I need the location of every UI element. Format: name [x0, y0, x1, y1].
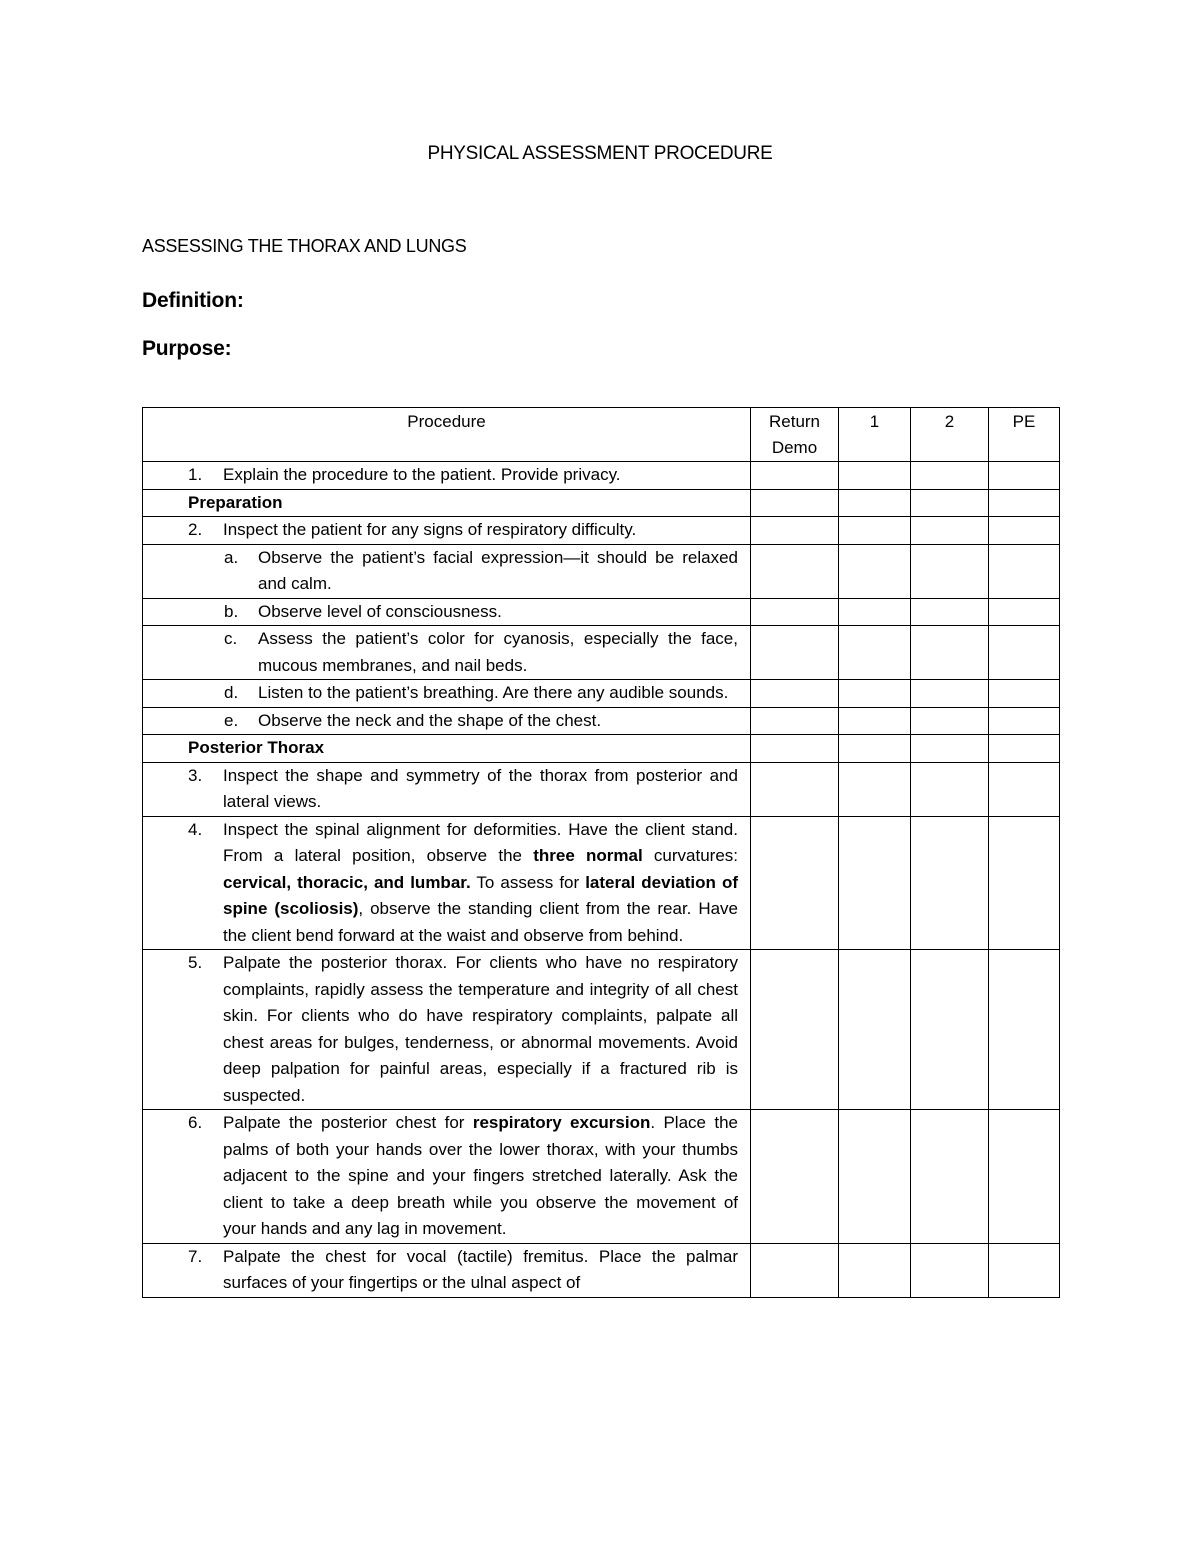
score-cell-pe: [989, 816, 1060, 950]
score-cell-return-demo: [751, 1243, 839, 1297]
table-row: [143, 598, 1060, 626]
step-text-segment: Assess the patient’s color for cyanosis, especially the face, mucous membranes, and nail beds.: [258, 629, 738, 675]
table-row: [143, 462, 1060, 490]
procedure-cell: [143, 489, 751, 517]
step-text: [258, 708, 750, 735]
step-marker: 1.: [188, 465, 203, 484]
score-cell-col-2: [911, 517, 989, 545]
step-marker: b.: [224, 601, 239, 621]
score-cell-pe: [989, 1110, 1060, 1244]
step-text-segment: Inspect the spinal alignment for deformities. Have the client stand. From a lateral position, observe the: [223, 819, 738, 865]
header-col-1: 1: [839, 408, 911, 462]
step-marker: a.: [224, 547, 239, 567]
procedure-cell: [143, 626, 751, 680]
emphasis-text: three normal: [533, 846, 643, 865]
score-cell-col-1: [839, 816, 911, 950]
step-text-segment: Palpate the posterior chest for: [223, 1113, 473, 1132]
score-cell-col-2: [911, 598, 989, 626]
step-marker: 3.: [188, 765, 203, 785]
table-row: [143, 680, 1060, 708]
step-text: [258, 626, 750, 679]
procedure-step: [143, 462, 750, 489]
score-cell-return-demo: [751, 816, 839, 950]
procedure-step: [143, 1110, 750, 1243]
procedure-step: [143, 763, 750, 816]
procedure-cell: [143, 950, 751, 1110]
score-cell-col-2: [911, 950, 989, 1110]
table-row: [143, 950, 1060, 1110]
table-row: [143, 517, 1060, 545]
step-marker: e.: [224, 710, 239, 730]
procedure-step: [143, 1244, 750, 1297]
score-cell-col-1: [839, 462, 911, 490]
procedure-cell: [143, 680, 751, 708]
step-text-segment: Inspect the shape and symmetry of the thorax from posterior and lateral views.: [223, 765, 738, 811]
step-text: [258, 599, 750, 626]
step-text-segment: Observe the neck and the shape of the chest.: [258, 710, 602, 730]
score-cell-col-1: [839, 598, 911, 626]
step-marker: 4.: [188, 819, 203, 839]
score-cell-pe: [989, 762, 1060, 816]
step-marker: d.: [224, 683, 239, 702]
procedure-section-heading: Posterior Thorax: [188, 738, 325, 757]
score-cell-pe: [989, 707, 1060, 735]
score-cell-col-2: [911, 680, 989, 708]
score-cell-return-demo: [751, 517, 839, 545]
emphasis-text: lateral deviation of spine (scoliosis): [223, 872, 738, 918]
step-text: [223, 462, 750, 489]
step-text-segment: , observe the standing client from the rear. Have the client bend forward at the waist and observe from behind.: [223, 899, 739, 945]
step-text-segment: To assess for: [470, 872, 586, 892]
section-title: ASSESSING THE THORAX AND LUNGS: [142, 236, 467, 256]
document-title: PHYSICAL ASSESSMENT PROCEDURE: [427, 143, 773, 164]
score-cell-pe: [989, 950, 1060, 1110]
score-cell-col-1: [839, 680, 911, 708]
score-cell-pe: [989, 598, 1060, 626]
table-row: [143, 626, 1060, 680]
header-procedure: Procedure: [143, 408, 751, 462]
score-cell-pe: [989, 1243, 1060, 1297]
procedure-cell: [143, 462, 751, 490]
score-cell-col-2: [911, 462, 989, 490]
step-marker: 7.: [188, 1246, 203, 1266]
step-text-segment: Palpate the posterior thorax. For clients who have no respiratory complaints, rapidly assess the temperature and integrity of all chest skin. For clients who do have respiratory complaints, palpate all chest areas for bulges, tenderness, or abnormal movements. Avoid deep palpation for painful areas, especially if a fractured rib is suspected.: [223, 953, 738, 1105]
step-text-segment: . Place the palms of both your hands over the lower thorax, with your thumbs adjacent to the spine and your fingers stretched laterally. Ask the client to take a deep breath while you observe the movement of your hands and any lag in movement.: [223, 1113, 738, 1238]
table-row: [143, 1243, 1060, 1297]
procedure-substep: [143, 680, 750, 707]
procedure-cell: [143, 707, 751, 735]
score-cell-return-demo: [751, 1110, 839, 1244]
score-cell-col-1: [839, 489, 911, 517]
score-cell-col-1: [839, 762, 911, 816]
step-marker: 6.: [188, 1113, 203, 1132]
step-text: [223, 763, 750, 816]
table-row: [143, 544, 1060, 598]
step-text: [223, 950, 750, 1109]
purpose-label: Purpose:: [142, 337, 232, 360]
step-marker: 5.: [188, 953, 203, 972]
procedure-cell: [143, 544, 751, 598]
table-row: [143, 489, 1060, 517]
step-text-segment: Observe level of consciousness.: [258, 601, 502, 621]
score-cell-col-2: [911, 489, 989, 517]
procedure-cell: [143, 1243, 751, 1297]
step-text: [223, 1244, 750, 1297]
emphasis-text: respiratory excursion: [472, 1113, 651, 1132]
score-cell-col-1: [839, 950, 911, 1110]
score-cell-pe: [989, 462, 1060, 490]
table-body: [143, 462, 1060, 1298]
step-text: [223, 1110, 750, 1243]
step-text-segment: Explain the procedure to the patient. Provide privacy.: [223, 465, 621, 484]
step-text-segment: Inspect the patient for any signs of respiratory difficulty.: [223, 520, 637, 539]
score-cell-col-2: [911, 735, 989, 763]
step-marker: c.: [224, 629, 238, 648]
procedure-cell: [143, 598, 751, 626]
score-cell-pe: [989, 626, 1060, 680]
procedure-substep: [143, 626, 750, 679]
score-cell-return-demo: [751, 489, 839, 517]
score-cell-col-2: [911, 1243, 989, 1297]
score-cell-return-demo: [751, 462, 839, 490]
score-cell-return-demo: [751, 598, 839, 626]
emphasis-text: cervical, thoracic, and lumbar.: [223, 872, 471, 892]
step-text: [258, 680, 750, 707]
table-row: [143, 762, 1060, 816]
score-cell-return-demo: [751, 735, 839, 763]
procedure-cell: [143, 1110, 751, 1244]
score-cell-col-1: [839, 707, 911, 735]
step-marker: 2.: [188, 520, 203, 539]
step-text-segment: Observe the patient’s facial expression—it should be relaxed and calm.: [258, 547, 738, 593]
procedure-step: [143, 517, 750, 544]
procedure-cell: [143, 517, 751, 545]
score-cell-pe: [989, 544, 1060, 598]
score-cell-col-2: [911, 1110, 989, 1244]
score-cell-return-demo: [751, 626, 839, 680]
score-cell-pe: [989, 489, 1060, 517]
table-row: [143, 707, 1060, 735]
procedure-step: [143, 817, 750, 950]
procedure-substep: [143, 545, 750, 598]
header-pe: PE: [989, 408, 1060, 462]
step-text: [258, 545, 750, 598]
score-cell-col-1: [839, 1243, 911, 1297]
step-text-segment: curvatures:: [642, 846, 738, 865]
score-cell-col-2: [911, 626, 989, 680]
definition-label: Definition:: [142, 289, 244, 312]
table-header-row: [143, 408, 1060, 462]
score-cell-pe: [989, 735, 1060, 763]
score-cell-return-demo: [751, 680, 839, 708]
table-row: [143, 735, 1060, 763]
table-row: [143, 1110, 1060, 1244]
procedure-section-heading: Preparation: [188, 492, 283, 512]
score-cell-col-2: [911, 544, 989, 598]
procedure-checklist-table: [142, 407, 1060, 1298]
procedure-substep: [143, 599, 750, 626]
table-row: [143, 816, 1060, 950]
score-cell-pe: [989, 517, 1060, 545]
score-cell-col-2: [911, 762, 989, 816]
score-cell-col-1: [839, 626, 911, 680]
step-text-segment: Palpate the chest for vocal (tactile) fremitus. Place the palmar surfaces of your fingertips or the ulnal aspect of: [223, 1246, 738, 1292]
score-cell-col-1: [839, 1110, 911, 1244]
step-text-segment: Listen to the patient’s breathing. Are there any audible sounds.: [258, 683, 729, 702]
procedure-substep: [143, 708, 750, 735]
score-cell-return-demo: [751, 950, 839, 1110]
header-col-2: 2: [911, 408, 989, 462]
score-cell-col-1: [839, 517, 911, 545]
score-cell-return-demo: [751, 762, 839, 816]
step-text: [223, 517, 750, 544]
score-cell-col-2: [911, 816, 989, 950]
procedure-step: [143, 950, 750, 1109]
step-text: [223, 817, 750, 950]
score-cell-col-2: [911, 707, 989, 735]
score-cell-col-1: [839, 735, 911, 763]
procedure-cell: [143, 735, 751, 763]
score-cell-return-demo: [751, 707, 839, 735]
header-return-demo: Return Demo: [751, 408, 839, 462]
procedure-cell: [143, 816, 751, 950]
score-cell-pe: [989, 680, 1060, 708]
score-cell-return-demo: [751, 544, 839, 598]
procedure-cell: [143, 762, 751, 816]
score-cell-col-1: [839, 544, 911, 598]
